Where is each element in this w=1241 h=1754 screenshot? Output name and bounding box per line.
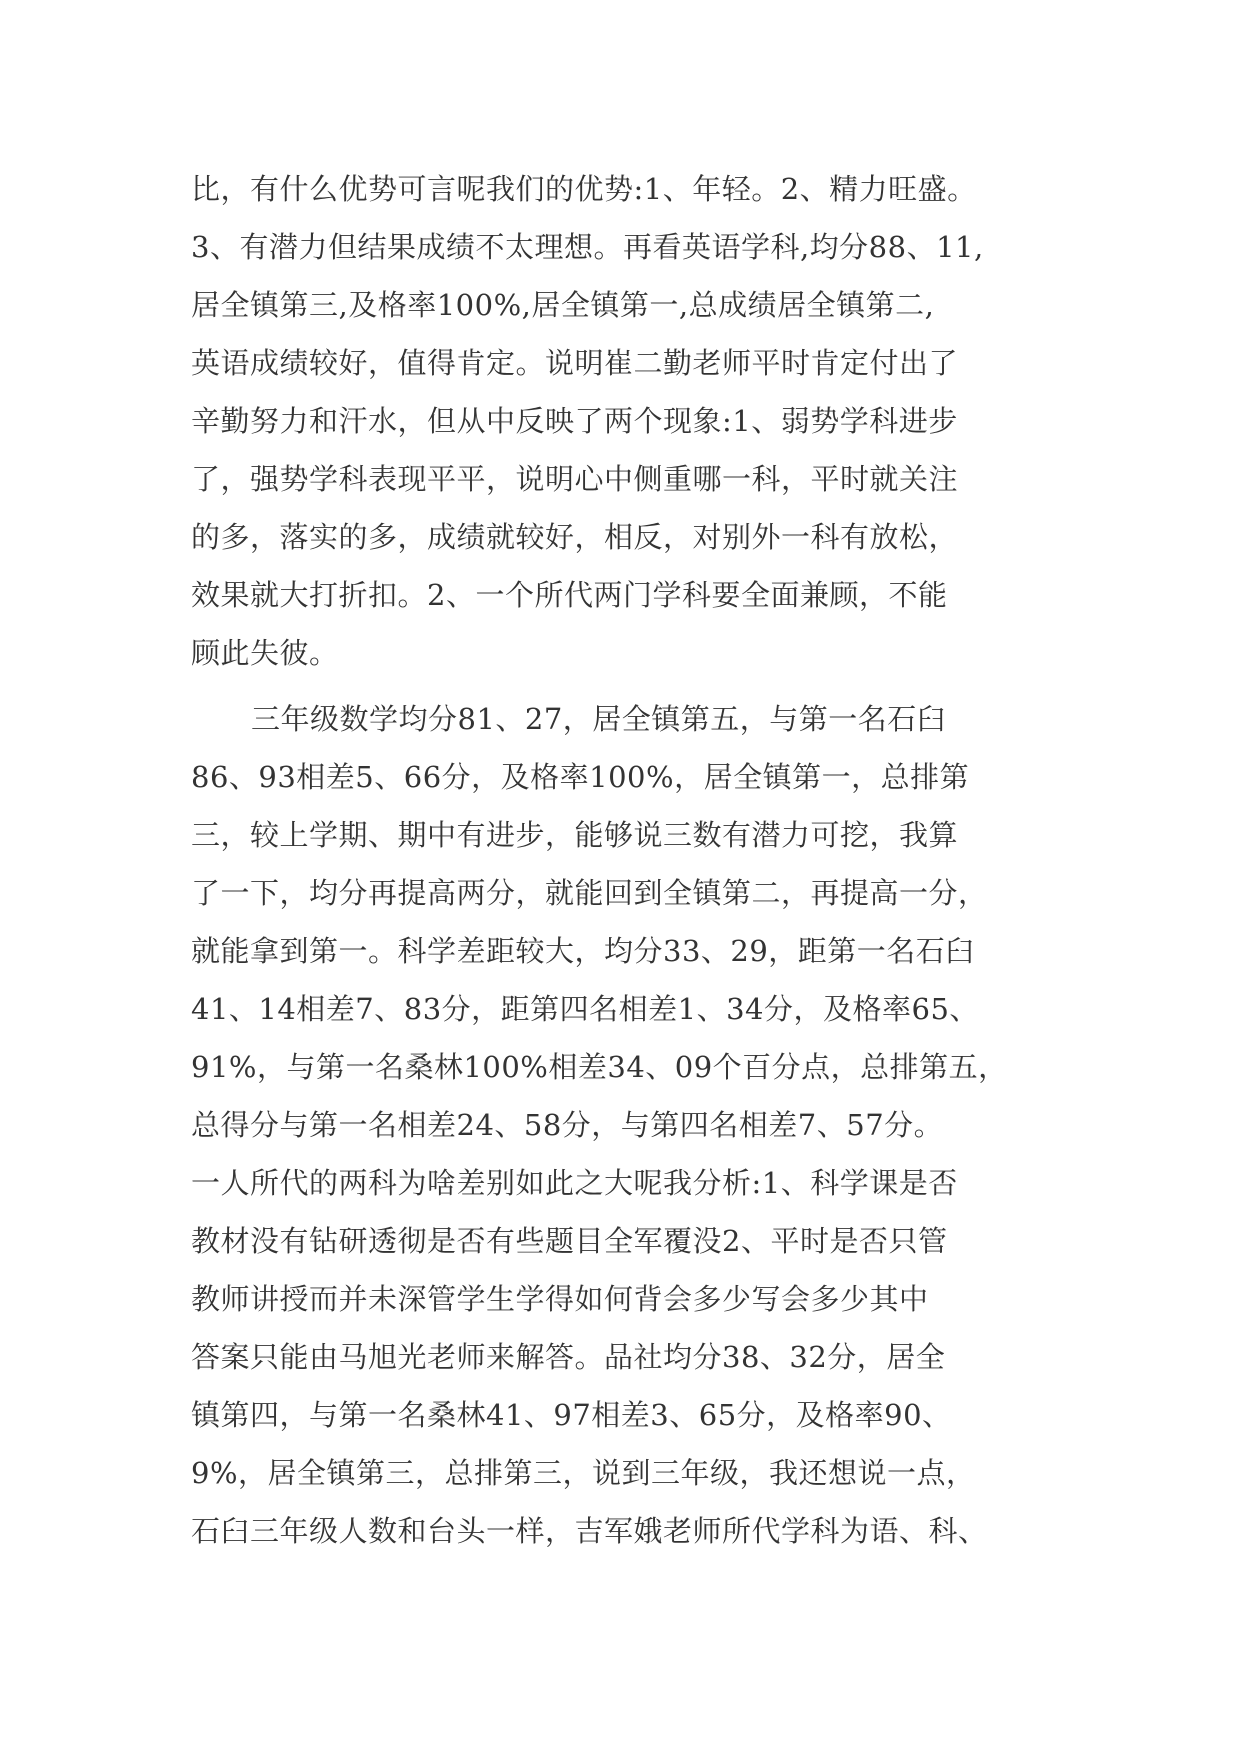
text-line: 比，有什么优势可言呢我们的优势:1、年轻。2、精力旺盛。 xyxy=(191,172,977,206)
text-line: 教材没有钻研透彻是否有些题目全军覆没2、平时是否只管 xyxy=(191,1224,948,1258)
text-line-indented: 三年级数学均分81、27，居全镇第五，与第一名石臼 xyxy=(251,702,947,736)
paragraph-1 xyxy=(191,160,1071,682)
text-line: 3、有潜力但结果成绩不太理想。再看英语学科,均分88、11, xyxy=(191,230,984,264)
text-line: 的多，落实的多，成绩就较好，相反，对别外一科有放松， xyxy=(191,520,959,554)
text-line: 86、93相差5、66分，及格率100%，居全镇第一，总排第 xyxy=(191,760,970,794)
text-line: 教师讲授而并未深管学生学得如何背会多少写会多少其中 xyxy=(191,1282,929,1316)
text-line: 一人所代的两科为啥差别如此之大呢我分析:1、科学课是否 xyxy=(191,1166,958,1200)
text-line: 总得分与第一名相差24、58分，与第四名相差7、57分。 xyxy=(191,1108,944,1142)
text-line: 91%，与第一名桑林100%相差34、09个百分点，总排第五， xyxy=(191,1050,1008,1084)
text-line: 三，较上学期、期中有进步，能够说三数有潜力可挖，我算 xyxy=(191,818,959,852)
text-line: 了，强势学科表现平平，说明心中侧重哪一科，平时就关注 xyxy=(191,462,959,496)
text-line: 9%，居全镇第三，总排第三，说到三年级，我还想说一点， xyxy=(191,1456,976,1490)
paragraph-2 xyxy=(191,690,1071,1560)
text-line: 辛勤努力和汗水，但从中反映了两个现象:1、弱势学科进步 xyxy=(191,404,958,438)
text-line: 顾此失彼。 xyxy=(191,636,339,670)
body-text xyxy=(191,160,1071,1560)
text-line: 41、14相差7、83分，距第四名相差1、34分，及格率65、 xyxy=(191,992,979,1026)
text-line: 居全镇第三,及格率100%,居全镇第一,总成绩居全镇第二, xyxy=(191,288,935,322)
text-line: 石臼三年级人数和台头一样，吉军娥老师所代学科为语、科、 xyxy=(191,1514,988,1548)
text-line: 就能拿到第一。科学差距较大，均分33、29，距第一名石臼 xyxy=(191,934,975,968)
text-line: 了一下，均分再提高两分，就能回到全镇第二，再提高一分， xyxy=(191,876,988,910)
text-line: 效果就大打折扣。2、一个所代两门学科要全面兼顾，不能 xyxy=(191,578,948,612)
text-line: 镇第四，与第一名桑林41、97相差3、65分，及格率90、 xyxy=(191,1398,952,1432)
paragraph-gap xyxy=(191,682,1071,690)
text-line: 答案只能由马旭光老师来解答。品社均分38、32分，居全 xyxy=(191,1340,946,1374)
text-line: 英语成绩较好，值得肯定。说明崔二勤老师平时肯定付出了 xyxy=(191,346,959,380)
